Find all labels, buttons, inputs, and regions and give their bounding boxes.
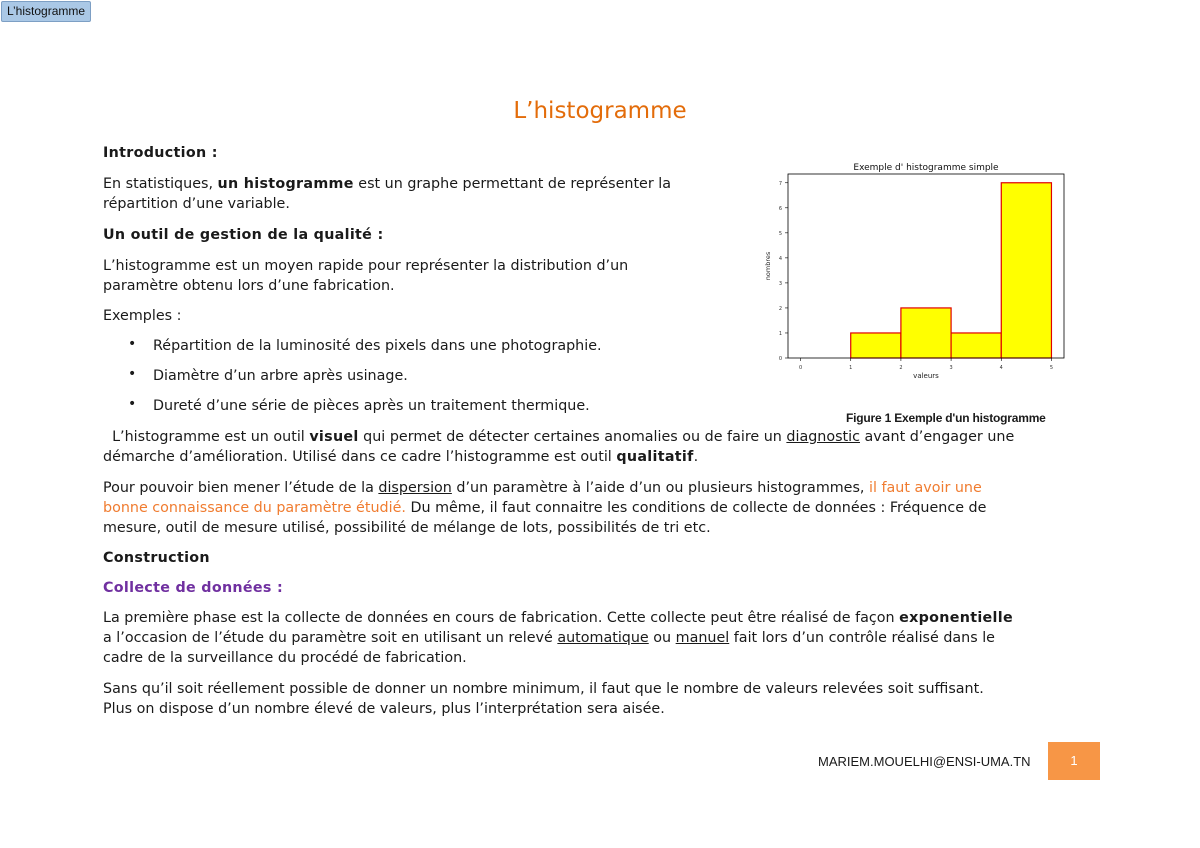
y-tick-label: 6 — [778, 205, 782, 212]
histogram-bar — [901, 308, 951, 358]
bullet-marker: • — [128, 396, 137, 412]
x-tick-label: 3 — [949, 365, 953, 371]
y-tick-label: 1 — [778, 330, 782, 337]
list-item: Dureté d’une série de pièces après un traitement thermique. — [153, 398, 590, 414]
intro-paragraph-line2: répartition d’une variable. — [103, 196, 290, 212]
histogram-bar — [851, 333, 901, 358]
examples-label: Exemples : — [103, 308, 182, 324]
x-tick-label: 1 — [849, 365, 853, 371]
chart-title: Exemple d' histogramme simple — [853, 163, 999, 173]
intro-heading: Introduction : — [103, 145, 218, 161]
y-tick-label: 3 — [778, 280, 782, 287]
y-tick-label: 0 — [778, 356, 782, 362]
y-tick-label: 7 — [778, 180, 782, 187]
x-tick-label: 0 — [798, 365, 803, 371]
sample-size-paragraph-line1: Sans qu’il soit réellement possible de donner un nombre minimum, il faut que le nombre de valeurs relevées soit suffisant. — [103, 681, 984, 697]
y-tick-label: 2 — [778, 305, 782, 312]
bullet-marker: • — [128, 366, 137, 382]
figure-caption: Figure 1 Exemple d'un histogramme — [846, 411, 1046, 425]
histogram-figure — [758, 156, 1078, 386]
y-tick-label: 5 — [778, 230, 782, 237]
sample-size-paragraph-line2: Plus on dispose d’un nombre élevé de valeurs, plus l’interprétation sera aisée. — [103, 701, 665, 717]
x-tick-label: 2 — [899, 365, 903, 371]
construction-heading: Construction — [103, 550, 210, 566]
footer-email: MARIEM.MOUELHI@ENSI-UMA.TN — [818, 754, 1031, 769]
visual-paragraph-line2: démarche d’amélioration. Utilisé dans ce cadre l’histogramme est outil qualitatif. — [103, 449, 699, 465]
visual-paragraph-line1: L’histogramme est un outil visuel qui permet de détecter certaines anomalies ou de faire un diagnostic avant d’engager une — [103, 429, 1015, 445]
list-item: Diamètre d’un arbre après usinage. — [153, 368, 408, 384]
collection-paragraph-line3: cadre de la surveillance du procédé de fabrication. — [103, 650, 467, 666]
header-tab[interactable]: L’histogramme — [1, 1, 91, 22]
dispersion-paragraph-line2: bonne connaissance du paramètre étudié. Du même, il faut connaitre les conditions de collecte de données : Fréquence de — [103, 500, 987, 516]
data-collection-heading: Collecte de données : — [103, 580, 284, 596]
y-tick-label: 4 — [778, 255, 782, 262]
x-tick-label: 5 — [1049, 365, 1054, 371]
intro-paragraph-line1: En statistiques, un histogramme est un graphe permettant de représenter la — [103, 176, 672, 192]
page-number: 1 — [1048, 742, 1100, 780]
collection-paragraph-line1: La première phase est la collecte de données en cours de fabrication. Cette collecte peut être réalisé de façon exponentielle — [103, 610, 1013, 626]
dispersion-paragraph-line1: Pour pouvoir bien mener l’étude de la dispersion d’un paramètre à l’aide d’un ou plusieurs histogrammes, il faut avoir une — [103, 480, 982, 496]
histogram-bar — [951, 333, 1001, 358]
histogram-bar — [1001, 183, 1051, 358]
quality-heading: Un outil de gestion de la qualité : — [103, 227, 384, 243]
dispersion-paragraph-line3: mesure, outil de mesure utilisé, possibilité de mélange de lots, possibilités de tri etc. — [103, 520, 711, 536]
x-axis-label: valeurs — [913, 372, 939, 380]
y-axis-label: nombres — [764, 251, 772, 281]
collection-paragraph-line2: a l’occasion de l’étude du paramètre soit en utilisant un relevé automatique ou manuel fait lors d’un contrôle réalisé dans le — [103, 630, 995, 646]
quality-paragraph-line2: paramètre obtenu lors d’une fabrication. — [103, 278, 395, 294]
list-item: Répartition de la luminosité des pixels dans une photographie. — [153, 338, 602, 354]
x-tick-label: 4 — [999, 365, 1003, 371]
document-title: L’histogramme — [513, 98, 687, 124]
bullet-marker: • — [128, 336, 137, 352]
quality-paragraph-line1: L’histogramme est un moyen rapide pour représenter la distribution d’un — [103, 258, 629, 274]
